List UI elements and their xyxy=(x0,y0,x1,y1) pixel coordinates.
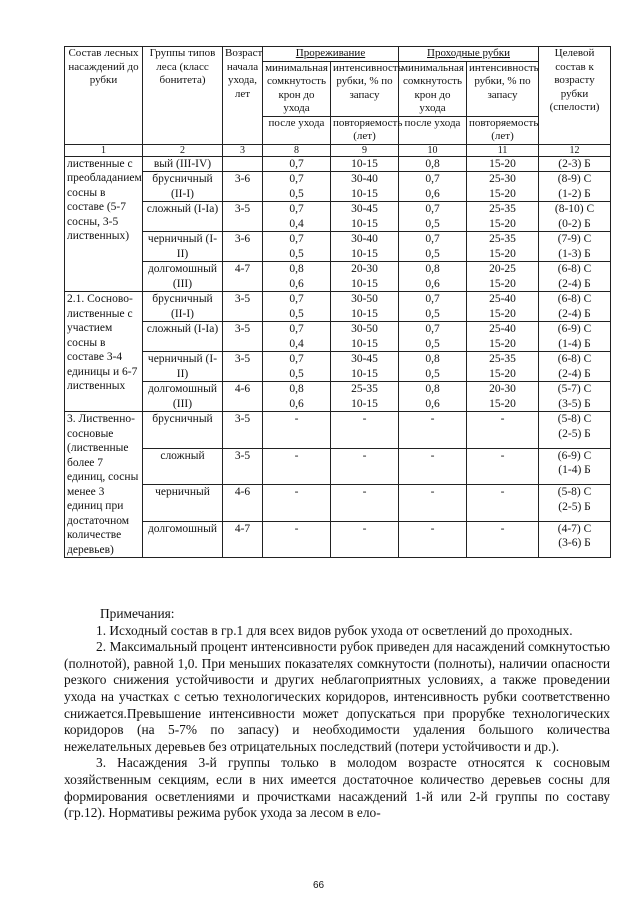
forest-type-cell: сложный xyxy=(143,448,223,485)
header-passage-cutting: Проходные рубки xyxy=(399,47,539,62)
table-row xyxy=(65,485,611,522)
density-thinning-value: 0,7 xyxy=(289,353,304,365)
target-composition-value: (3-6) Б xyxy=(558,537,591,549)
density-passage-value: - xyxy=(430,413,435,425)
target-composition-value: (2-5) Б xyxy=(558,500,591,513)
intensity-thinning-cell xyxy=(331,448,399,485)
density-passage-value: 0,6 xyxy=(425,277,440,290)
forest-type-cell: брусничный (II-I) xyxy=(143,172,223,202)
density-thinning-value: 0,4 xyxy=(289,337,304,350)
intensity-thinning-value: 10-15 xyxy=(351,277,378,290)
notes-title: Примечания: xyxy=(100,606,175,621)
forest-type-cell: брусничный (II-I) xyxy=(143,292,223,322)
column-number: 3 xyxy=(223,144,263,156)
start-age-cell: 4-7 xyxy=(223,521,263,558)
intensity-thinning-value: 30-40 xyxy=(351,233,378,245)
intensity-thinning-value: 10-15 xyxy=(351,157,378,170)
intensity-thinning-value: 10-15 xyxy=(351,367,378,380)
intensity-thinning-cell xyxy=(331,521,399,558)
density-passage-cell xyxy=(399,172,467,202)
target-composition-value: (1-4) Б xyxy=(558,464,591,476)
density-thinning-value: 0,4 xyxy=(289,217,304,230)
target-composition-value: (1-2) Б xyxy=(558,187,591,200)
target-composition-value: (1-4) Б xyxy=(558,337,591,350)
density-thinning-value: 0,7 xyxy=(289,173,304,185)
density-thinning-value: 0,6 xyxy=(289,277,304,290)
intensity-thinning-value: 30-50 xyxy=(351,293,378,305)
intensity-passage-value: 15-20 xyxy=(489,247,516,260)
column-number: 10 xyxy=(399,144,467,156)
target-composition-cell xyxy=(539,382,611,412)
header-intensity-passage: интенсивность рубки, % по запасу xyxy=(467,61,539,116)
header-after-care-passage: после ухода xyxy=(399,116,467,144)
intensity-passage-value: 25-30 xyxy=(489,173,516,185)
intensity-passage-cell xyxy=(467,352,539,382)
intensity-passage-value: - xyxy=(500,413,505,425)
density-passage-value: 0,8 xyxy=(425,353,440,365)
density-thinning-cell xyxy=(263,232,331,262)
density-thinning-cell xyxy=(263,485,331,522)
density-passage-value: 0,7 xyxy=(425,203,440,215)
forest-type-cell: сложный (I-Ia) xyxy=(143,202,223,232)
intensity-passage-value: 15-20 xyxy=(489,217,516,230)
density-passage-value: 0,6 xyxy=(425,187,440,200)
density-passage-value: 0,8 xyxy=(425,383,440,395)
target-composition-cell xyxy=(539,232,611,262)
density-passage-cell xyxy=(399,232,467,262)
intensity-passage-cell xyxy=(467,262,539,292)
intensity-thinning-value: - xyxy=(362,522,367,535)
target-composition-value: (3-5) Б xyxy=(558,397,591,410)
intensity-passage-cell xyxy=(467,521,539,558)
intensity-passage-value: 20-25 xyxy=(489,263,516,275)
density-thinning-value: 0,7 xyxy=(289,323,304,335)
intensity-thinning-cell xyxy=(331,352,399,382)
density-passage-value: 0,6 xyxy=(425,397,440,410)
density-thinning-value: 0,8 xyxy=(289,263,304,275)
density-passage-value: 0,5 xyxy=(425,247,440,260)
intensity-thinning-value: 10-15 xyxy=(351,187,378,200)
intensity-thinning-value: 10-15 xyxy=(351,217,378,230)
intensity-passage-cell xyxy=(467,382,539,412)
density-passage-cell xyxy=(399,382,467,412)
target-composition-value: (2-4) Б xyxy=(558,367,591,380)
target-composition-value: (5-8) С xyxy=(557,413,592,425)
target-composition-value: (7-9) С xyxy=(557,233,592,245)
intensity-thinning-value: 20-30 xyxy=(351,263,378,275)
density-passage-cell xyxy=(399,521,467,558)
intensity-passage-value: - xyxy=(500,449,505,462)
target-composition-cell xyxy=(539,156,611,172)
note-1: 1. Исходный состав в гр.1 для всех видов рубок ухода от осветлений до проходных. xyxy=(96,622,573,638)
column-number: 11 xyxy=(467,144,539,156)
intensity-passage-cell xyxy=(467,485,539,522)
intensity-thinning-value: 30-40 xyxy=(351,173,378,185)
intensity-thinning-cell xyxy=(331,322,399,352)
table-row xyxy=(65,382,611,412)
forest-type-cell: черничный (I-II) xyxy=(143,232,223,262)
start-age-cell: 3-5 xyxy=(223,322,263,352)
table-row xyxy=(65,448,611,485)
table-row xyxy=(65,202,611,232)
intensity-passage-value: 15-20 xyxy=(489,307,516,320)
density-passage-value: - xyxy=(430,449,435,462)
density-passage-cell xyxy=(399,262,467,292)
intensity-passage-cell xyxy=(467,232,539,262)
intensity-thinning-value: 10-15 xyxy=(351,397,378,410)
header-forest-types: Группы типов леса (класс бонитета) xyxy=(143,47,223,145)
intensity-passage-cell xyxy=(467,172,539,202)
table-row xyxy=(65,232,611,262)
target-composition-cell xyxy=(539,322,611,352)
density-thinning-value: 0,5 xyxy=(289,187,304,200)
group-label: 3. Лиственно-сосновые (лиственные более 7 единиц, сосны менее 3 единиц при достаточном количестве деревьев) xyxy=(65,412,143,558)
density-passage-value: 0,7 xyxy=(425,173,440,185)
density-passage-cell xyxy=(399,352,467,382)
density-thinning-value: - xyxy=(294,449,299,462)
density-thinning-cell xyxy=(263,202,331,232)
start-age-cell: 4-6 xyxy=(223,382,263,412)
density-thinning-value: - xyxy=(294,486,299,498)
intensity-passage-value: 15-20 xyxy=(489,187,516,200)
header-min-density-passage: минимальная сомкнутость крон до ухода xyxy=(399,61,467,116)
density-passage-value: 0,8 xyxy=(425,263,440,275)
target-composition-cell xyxy=(539,352,611,382)
note-2: 2. Максимальный процент интенсивности рубок приведен для насаждений сомкнутостью (полнотой), равной 1,0. При меньших показателях сомкнутости (полноты), наличии опасности резкого снижения устойчивости и других неблагоприятных условиях, а также проведении ухода на участках с сетью технологических коридоров, интенсивность рубки соответственно снижается.Превышение интенсивности может допускаться при прорубке технологических коридоров (на 5-7% по запасу) и необходимости удаления большого количества нежелательных деревьев без отрицательных последствий (потери устойчивости и др.). xyxy=(64,639,610,754)
target-composition-value: (2-4) Б xyxy=(558,307,591,320)
intensity-passage-value: 15-20 xyxy=(489,367,516,380)
header-repeat-passage: повторяемость (лет) xyxy=(467,116,539,144)
intensity-passage-value: 25-35 xyxy=(489,203,516,215)
intensity-thinning-cell xyxy=(331,202,399,232)
table-row xyxy=(65,262,611,292)
target-composition-cell xyxy=(539,448,611,485)
column-number: 12 xyxy=(539,144,611,156)
target-composition-value: (6-9) С xyxy=(557,449,592,462)
start-age-cell: 3-5 xyxy=(223,448,263,485)
density-thinning-cell xyxy=(263,521,331,558)
start-age-cell: 3-5 xyxy=(223,352,263,382)
density-passage-value: 0,7 xyxy=(425,293,440,305)
group-label: 2.1. Сосново-лиственные с участием сосны в составе 3-4 единицы и 6-7 лиственных xyxy=(65,292,143,412)
table-row xyxy=(65,412,611,449)
intensity-passage-value: 20-30 xyxy=(489,383,516,395)
density-thinning-value: 0,8 xyxy=(289,383,304,395)
density-thinning-value: 0,7 xyxy=(289,203,304,215)
start-age-cell: 3-5 xyxy=(223,412,263,449)
intensity-thinning-value: 30-45 xyxy=(351,353,378,365)
density-thinning-cell xyxy=(263,172,331,202)
forest-type-cell: вый (III-IV) xyxy=(143,156,223,172)
density-passage-value: 0,5 xyxy=(425,337,440,350)
intensity-thinning-value: - xyxy=(362,449,367,462)
intensity-passage-cell xyxy=(467,412,539,449)
intensity-thinning-cell xyxy=(331,412,399,449)
density-thinning-value: 0,5 xyxy=(289,247,304,260)
intensity-passage-cell xyxy=(467,448,539,485)
density-thinning-value: 0,7 xyxy=(289,233,304,245)
intensity-thinning-value: 10-15 xyxy=(351,337,378,350)
target-composition-value: (4-7) С xyxy=(557,522,592,535)
table-row xyxy=(65,521,611,558)
table-row xyxy=(65,156,611,172)
intensity-passage-cell xyxy=(467,156,539,172)
intensity-passage-value: - xyxy=(500,486,505,498)
density-passage-value: 0,8 xyxy=(425,157,440,170)
density-passage-value: 0,5 xyxy=(425,307,440,320)
start-age-cell: 4-6 xyxy=(223,485,263,522)
density-thinning-cell xyxy=(263,292,331,322)
target-composition-value: (5-7) С xyxy=(557,383,592,395)
density-passage-cell xyxy=(399,322,467,352)
density-thinning-cell xyxy=(263,322,331,352)
density-passage-cell xyxy=(399,448,467,485)
intensity-thinning-cell xyxy=(331,262,399,292)
target-composition-value: (6-9) С xyxy=(557,323,592,335)
intensity-thinning-value: 30-45 xyxy=(351,203,378,215)
target-composition-value: (8-10) С xyxy=(554,203,595,215)
column-numbers-row xyxy=(65,144,611,156)
target-composition-value: (1-3) Б xyxy=(558,247,591,260)
intensity-passage-value: 25-35 xyxy=(489,233,516,245)
start-age-cell: 3-6 xyxy=(223,232,263,262)
intensity-passage-value: 25-40 xyxy=(489,323,516,335)
density-passage-cell xyxy=(399,485,467,522)
header-start-age: Возраст начала ухода, лет xyxy=(223,47,263,145)
density-thinning-cell xyxy=(263,352,331,382)
density-thinning-cell xyxy=(263,382,331,412)
intensity-passage-value: 15-20 xyxy=(489,157,516,170)
target-composition-cell xyxy=(539,521,611,558)
header-target-composition: Целевой состав к возрасту рубки (спелости) xyxy=(539,47,611,145)
header-composition: Состав лесных насаждений до рубки xyxy=(65,47,143,145)
forest-type-cell: долгомошный (III) xyxy=(143,262,223,292)
intensity-passage-value: 25-40 xyxy=(489,293,516,305)
target-composition-value: (6-8) С xyxy=(557,293,592,305)
target-composition-cell xyxy=(539,202,611,232)
intensity-thinning-value: - xyxy=(362,486,367,498)
forest-type-cell: брусничный xyxy=(143,412,223,449)
target-composition-cell xyxy=(539,172,611,202)
column-number: 1 xyxy=(65,144,143,156)
forest-type-cell: сложный (I-Ia) xyxy=(143,322,223,352)
header-min-density-thinning: минимальная сомкнутость крон до ухода xyxy=(263,61,331,116)
intensity-thinning-value: 10-15 xyxy=(351,307,378,320)
density-passage-cell xyxy=(399,156,467,172)
intensity-thinning-cell xyxy=(331,232,399,262)
density-thinning-cell xyxy=(263,448,331,485)
intensity-passage-cell xyxy=(467,292,539,322)
density-thinning-cell xyxy=(263,156,331,172)
header-repeat-thinning: повторяемость (лет) xyxy=(331,116,399,144)
intensity-passage-cell xyxy=(467,322,539,352)
thinning-norms-table xyxy=(64,46,611,558)
notes-section xyxy=(64,606,610,822)
intensity-thinning-cell xyxy=(331,156,399,172)
forest-type-cell: черничный xyxy=(143,485,223,522)
density-passage-cell xyxy=(399,412,467,449)
intensity-thinning-value: 25-35 xyxy=(351,383,378,395)
density-thinning-value: 0,7 xyxy=(289,157,304,170)
start-age-cell: 3-6 xyxy=(223,172,263,202)
intensity-thinning-cell xyxy=(331,292,399,322)
intensity-passage-value: 15-20 xyxy=(489,277,516,290)
start-age-cell: 4-7 xyxy=(223,262,263,292)
density-passage-value: 0,7 xyxy=(425,323,440,335)
intensity-thinning-cell xyxy=(331,485,399,522)
intensity-thinning-value: - xyxy=(362,413,367,425)
intensity-thinning-value: 30-50 xyxy=(351,323,378,335)
density-thinning-value: 0,6 xyxy=(289,397,304,410)
density-thinning-value: 0,5 xyxy=(289,367,304,380)
target-composition-value: (5-8) С xyxy=(557,486,592,498)
column-number: 2 xyxy=(143,144,223,156)
column-number: 9 xyxy=(331,144,399,156)
target-composition-value: (6-8) С xyxy=(557,353,592,365)
density-passage-cell xyxy=(399,292,467,322)
density-thinning-value: - xyxy=(294,522,299,535)
page-number: 66 xyxy=(312,880,325,891)
density-passage-value: 0,5 xyxy=(425,367,440,380)
note-3: 3. Насаждения 3-й группы только в молодом возрасте относятся к сосновым хозяйственным секциям, если в них имеется достаточное количество деревьев сосны для формирования осветлениями и прочистками насаждений 1-й или 2-й группы по составу (гр.12). Нормативы режима рубок ухода за лесом в ело- xyxy=(64,755,610,821)
intensity-passage-value: - xyxy=(500,522,505,535)
table-row xyxy=(65,322,611,352)
forest-type-cell: долгомошный xyxy=(143,521,223,558)
target-composition-value: (8-9) С xyxy=(557,173,592,185)
target-composition-cell xyxy=(539,292,611,322)
table-row xyxy=(65,172,611,202)
density-passage-value: 0,7 xyxy=(425,233,440,245)
density-passage-value: - xyxy=(430,522,435,535)
target-composition-value: (2-4) Б xyxy=(558,277,591,290)
start-age-cell: 3-5 xyxy=(223,202,263,232)
density-thinning-cell xyxy=(263,412,331,449)
intensity-passage-cell xyxy=(467,202,539,232)
intensity-thinning-cell xyxy=(331,172,399,202)
intensity-passage-value: 15-20 xyxy=(489,337,516,350)
column-number: 8 xyxy=(263,144,331,156)
intensity-passage-value: 25-35 xyxy=(489,353,516,365)
intensity-thinning-value: 10-15 xyxy=(351,247,378,260)
target-composition-cell xyxy=(539,412,611,449)
header-thinning: Прореживание xyxy=(263,47,399,62)
density-thinning-value: 0,5 xyxy=(289,307,304,320)
start-age-cell: 3-5 xyxy=(223,292,263,322)
density-thinning-cell xyxy=(263,262,331,292)
table-container xyxy=(64,46,610,558)
density-passage-value: 0,5 xyxy=(425,217,440,230)
density-thinning-value: 0,7 xyxy=(289,293,304,305)
forest-type-cell: черничный (I-II) xyxy=(143,352,223,382)
density-passage-value: - xyxy=(430,486,435,498)
target-composition-value: (2-5) Б xyxy=(558,427,591,440)
header-intensity-thinning: интенсивность рубки, % по запасу xyxy=(331,61,399,116)
target-composition-cell xyxy=(539,262,611,292)
start-age-cell xyxy=(223,156,263,172)
target-composition-value: (0-2) Б xyxy=(558,217,591,230)
target-composition-cell xyxy=(539,485,611,522)
forest-type-cell: долгомошный (III) xyxy=(143,382,223,412)
table-row xyxy=(65,292,611,322)
density-thinning-value: - xyxy=(294,413,299,425)
target-composition-value: (2-3) Б xyxy=(558,157,591,170)
target-composition-value: (6-8) С xyxy=(557,263,592,275)
table-row xyxy=(65,352,611,382)
intensity-passage-value: 15-20 xyxy=(489,397,516,410)
header-after-care-thinning: после ухода xyxy=(263,116,331,144)
density-passage-cell xyxy=(399,202,467,232)
group-label: лиственные с преобладанием сосны в составе (5-7 сосны, 3-5 лиственных) xyxy=(65,156,143,292)
intensity-thinning-cell xyxy=(331,382,399,412)
